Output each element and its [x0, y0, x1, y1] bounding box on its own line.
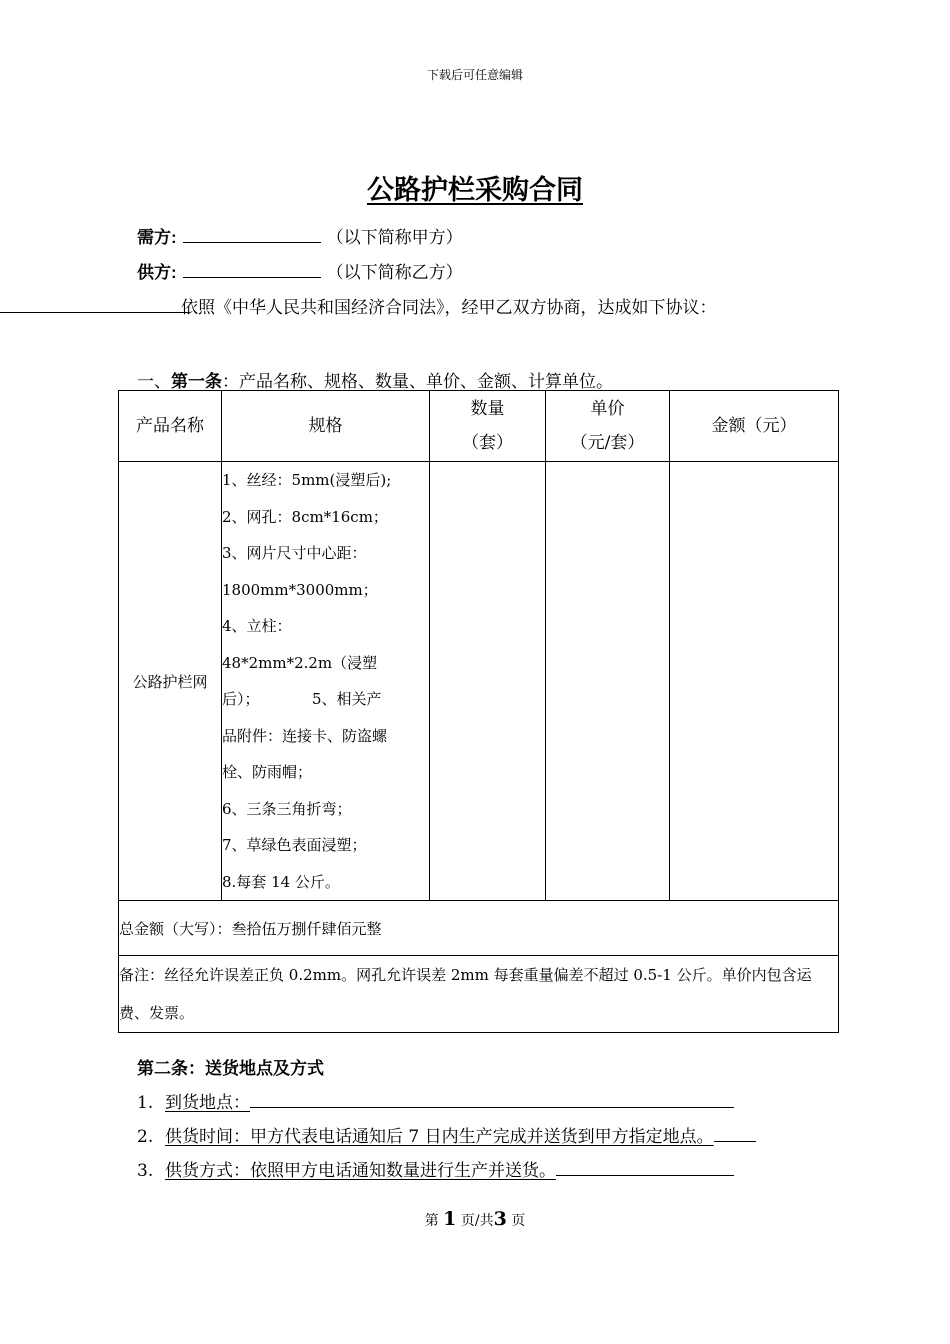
spec-cell [222, 462, 430, 901]
intro-paragraph: 依照《中华人民共和国经济合同法》，经甲乙双方协商，达成如下协议： [181, 298, 717, 318]
spec-line: 4、立柱： [222, 617, 292, 635]
buyer-blank[interactable] [183, 226, 321, 243]
buyer-line [137, 226, 463, 250]
header-amount: 金额（元） [670, 391, 839, 462]
item-text: 供货方式：依照甲方电话通知数量进行生产并送货。 [165, 1161, 556, 1181]
left-rule-line [0, 312, 188, 313]
spec-line: 48*2mm*2.2m（浸塑 [222, 653, 378, 672]
table-header-row [119, 391, 839, 462]
section1-prefix: 一、 [137, 372, 171, 392]
spec-line: 后）； 5、相关产 [222, 690, 382, 708]
document-title [0, 168, 950, 207]
total-row [119, 901, 839, 956]
header-product-name: 产品名称 [119, 391, 222, 462]
spec-line: 6、三条三角折弯； [222, 799, 352, 818]
unit-price-cell[interactable] [546, 462, 670, 901]
header-spec: 规格 [222, 391, 430, 462]
product-table [118, 390, 839, 1033]
spec-line: 3、网片尺寸中心距： [222, 544, 367, 562]
item-text: 到货地点： [165, 1093, 250, 1113]
table-row [119, 462, 839, 901]
list-item [137, 1089, 734, 1115]
spec-line: 栓、防雨帽； [222, 763, 313, 781]
spec-line: 7、草绿色表面浸塑； [222, 836, 367, 854]
remark-cell: 备注：丝径允许误差正负 0.2mm。网孔允许误差 2mm 每套重量偏差不超过 0.5-1 公斤。单价内包含运费、发票。 [119, 956, 839, 1033]
delivery-location-blank[interactable] [250, 1089, 734, 1108]
section2-heading: 第二条：送货地点及方式 [137, 1059, 324, 1078]
buyer-label: 需方: [137, 228, 177, 247]
seller-line [137, 261, 463, 285]
seller-blank[interactable] [183, 261, 321, 278]
quantity-cell[interactable] [430, 462, 546, 901]
underline-fill [714, 1123, 756, 1142]
section1-heading [137, 367, 613, 392]
section1-text: ：产品名称、规格、数量、单价、金额、计算单位。 [222, 372, 613, 392]
remark-row [119, 956, 839, 1033]
page-header: 下载后可任意编辑 [426, 68, 523, 82]
header-unit-price: 单价 （元/套） [546, 391, 670, 462]
total-amount-cell: 总金额（大写）：叁拾伍万捌仟肆佰元整 [119, 901, 839, 956]
item-number: 2. [137, 1127, 154, 1147]
spec-line: 1、丝经：5mm(浸塑后); [222, 471, 392, 489]
buyer-suffix: （以下简称甲方） [326, 228, 463, 248]
spec-line: 8.每套 14 公斤。 [222, 872, 340, 891]
footer-suffix: 页 [511, 1213, 526, 1229]
title-text: 公路护栏采购合同 [367, 175, 583, 206]
header-quantity: 数量 （套） [430, 391, 546, 462]
list-item [137, 1157, 734, 1183]
spec-line: 1800mm*3000mm； [222, 580, 378, 599]
page-footer [0, 1208, 950, 1230]
footer-middle: 页/共 [460, 1213, 494, 1229]
current-page-number: 1 [443, 1208, 457, 1230]
spec-line: 品附件：连接卡、防盗螺 [222, 726, 388, 745]
item-number: 1. [137, 1093, 154, 1113]
product-name-cell: 公路护栏网 [119, 462, 222, 901]
seller-label: 供方: [137, 263, 177, 282]
list-item [137, 1123, 756, 1149]
amount-cell[interactable] [670, 462, 839, 901]
underline-fill [556, 1157, 734, 1176]
item-number: 3. [137, 1161, 154, 1181]
footer-prefix: 第 [424, 1213, 439, 1229]
spec-line: 2、网孔：8cm*16cm； [222, 507, 388, 526]
total-page-number: 3 [493, 1208, 507, 1230]
item-text: 供货时间：甲方代表电话通知后 7 日内生产完成并送货到甲方指定地点。 [165, 1127, 714, 1147]
seller-suffix: （以下简称乙方） [326, 263, 463, 283]
section1-label: 第一条 [171, 372, 222, 391]
